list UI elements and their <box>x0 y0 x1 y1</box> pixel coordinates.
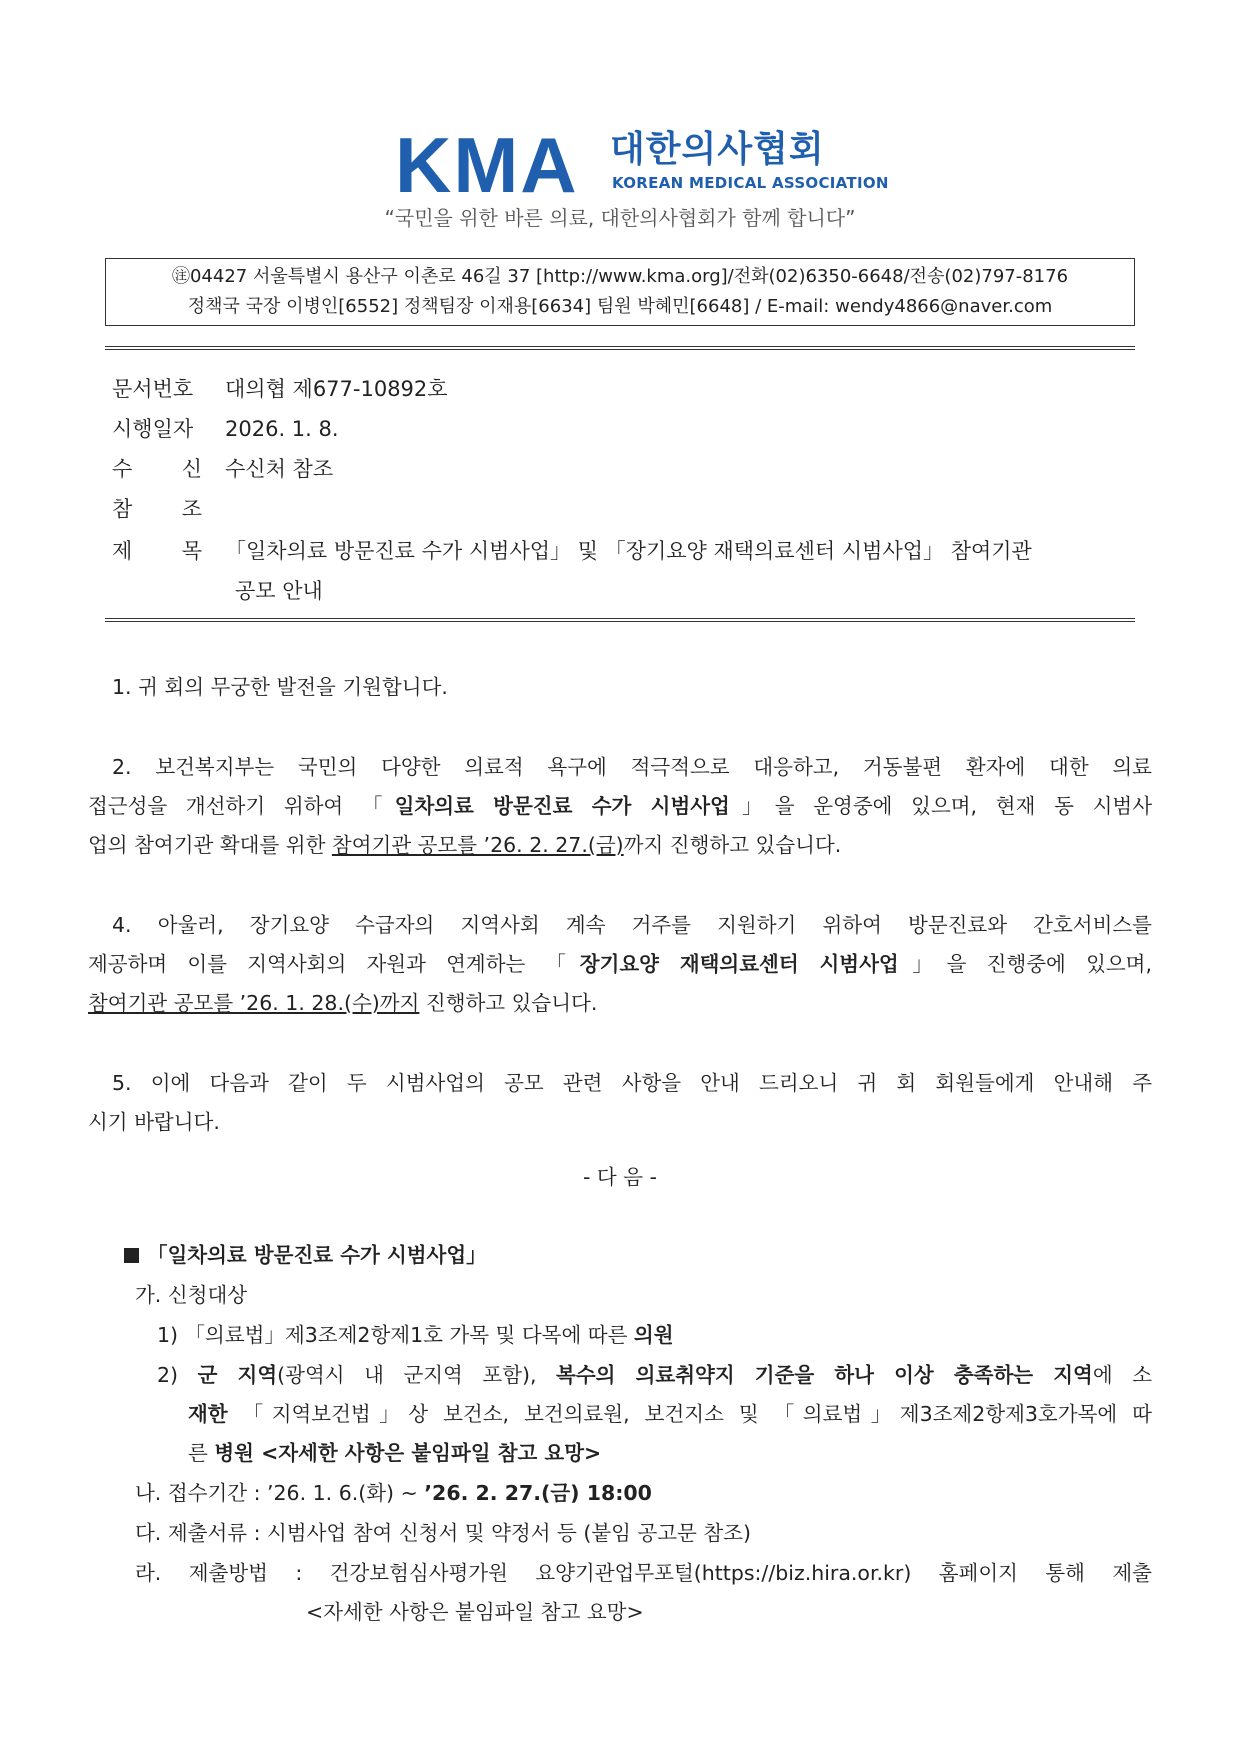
section-item-2-line-3: 른 병원 <자세한 사항은 붙임파일 참고 요망> <box>188 1441 602 1465</box>
org-name-english: KOREAN MEDICAL ASSOCIATION <box>612 174 889 192</box>
org-name-korean: 대한의사협회 <box>610 129 825 170</box>
divider-bottom <box>105 618 1135 619</box>
paragraph-4-line-2: 제공하며 이를 지역사회의 자원과 연계하는 「장기요양 재택의료센터 시범사업」을 진행중에 있으며, <box>88 952 1152 976</box>
subject-line-1: 「일차의료 방문진료 수가 시범사업」 및 「장기요양 재택의료센터 시범사업」 참여기관 <box>225 539 1032 563</box>
section-ra-line-1: 라. 제출방법 : 건강보험심사평가원 요양기관업무포털(https://biz.hira.or.kr) 홈페이지 통해 제출 <box>135 1561 1152 1585</box>
section-ga: 가. 신청대상 <box>135 1283 248 1307</box>
section-item-2-line-1: 2) 군 지역(광역시 내 군지역 포함), 복수의 의료취약지 기준을 하나 이상 충족하는 지역에 소 <box>157 1363 1153 1387</box>
subject-label: 제 목 <box>112 539 202 563</box>
paragraph-2-line-3: 업의 참여기관 확대를 위한 참여기관 공모를 ’26. 2. 27.(금)까지 진행하고 있습니다. <box>88 833 842 857</box>
doc-no-label: 문서번호 <box>112 377 194 401</box>
section-item-2-line-2: 재한 「지역보건법」상 보건소, 보건의료원, 보건지소 및 「의료법」제3조제2항제3호가목에 따 <box>188 1402 1152 1426</box>
paragraph-2-line-2: 접근성을 개선하기 위하여 「일차의료 방문진료 수가 시범사업」을 운영중에 있으며, 현재 동 시범사 <box>88 794 1153 818</box>
kma-logo-mark: KMA <box>395 121 579 209</box>
section-item-1: 1) 「의료법」제3조제2항제1호 가목 및 다목에 따른 의원 <box>157 1323 674 1347</box>
paragraph-4-line-3: 참여기관 공모를 ’26. 1. 28.(수)까지 진행하고 있습니다. <box>88 991 598 1015</box>
square-bullet-icon <box>124 1248 139 1263</box>
divider-bottom-2 <box>105 621 1135 622</box>
paragraph-2-line-1: 2. 보건복지부는 국민의 다양한 의료적 욕구에 적극적으로 대응하고, 거동불편 환자에 대한 의료 <box>112 755 1152 779</box>
recipient-label: 수 신 <box>112 457 202 481</box>
contact-line: 정책국 국장 이병인[6552] 정책팀장 이재용[6634] 팀원 박혜민[6648] / E-mail: wendy4866@naver.com <box>187 296 1053 317</box>
doc-no: 대의협 제677-10892호 <box>225 377 448 401</box>
slogan: “국민을 위한 바른 의료, 대한의사협회가 함께 합니다” <box>384 206 856 230</box>
divider-top <box>105 346 1135 347</box>
subject-line-2: 공모 안내 <box>235 579 323 603</box>
dasum-heading: - 다 음 - <box>583 1165 657 1189</box>
recipient: 수신처 참조 <box>225 457 334 481</box>
reference-label: 참 조 <box>112 497 202 521</box>
section-ra-line-2: <자세한 사항은 붙임파일 참고 요망> <box>306 1600 644 1624</box>
date: 2026. 1. 8. <box>225 417 339 441</box>
section-da: 다. 제출서류 : 시범사업 참여 신청서 및 약정서 등 (붙임 공고문 참조) <box>135 1521 751 1545</box>
divider-top-2 <box>105 349 1135 350</box>
paragraph-1: 1. 귀 회의 무궁한 발전을 기원합니다. <box>112 675 448 699</box>
paragraph-4-line-1: 4. 아울러, 장기요양 수급자의 지역사회 계속 거주를 지원하기 위하여 방문진료와 간호서비스를 <box>112 913 1152 937</box>
section-title: 「일차의료 방문진료 수가 시범사업」 <box>124 1236 487 1274</box>
section-na: 나. 접수기간 : ’26. 1. 6.(화) ~ ’26. 2. 27.(금) 18:00 <box>135 1481 652 1505</box>
date-label: 시행일자 <box>112 417 194 441</box>
address-line-1: ㊟04427 서울특별시 용산구 이촌로 46길 37 [http://www.kma.org]/전화(02)6350-6648/전송(02)797-8176 <box>171 266 1069 287</box>
paragraph-5-line-1: 5. 이에 다음과 같이 두 시범사업의 공모 관련 사항을 안내 드리오니 귀 회 회원들에게 안내해 주 <box>112 1071 1152 1095</box>
paragraph-5-line-2: 시기 바랍니다. <box>88 1110 220 1134</box>
